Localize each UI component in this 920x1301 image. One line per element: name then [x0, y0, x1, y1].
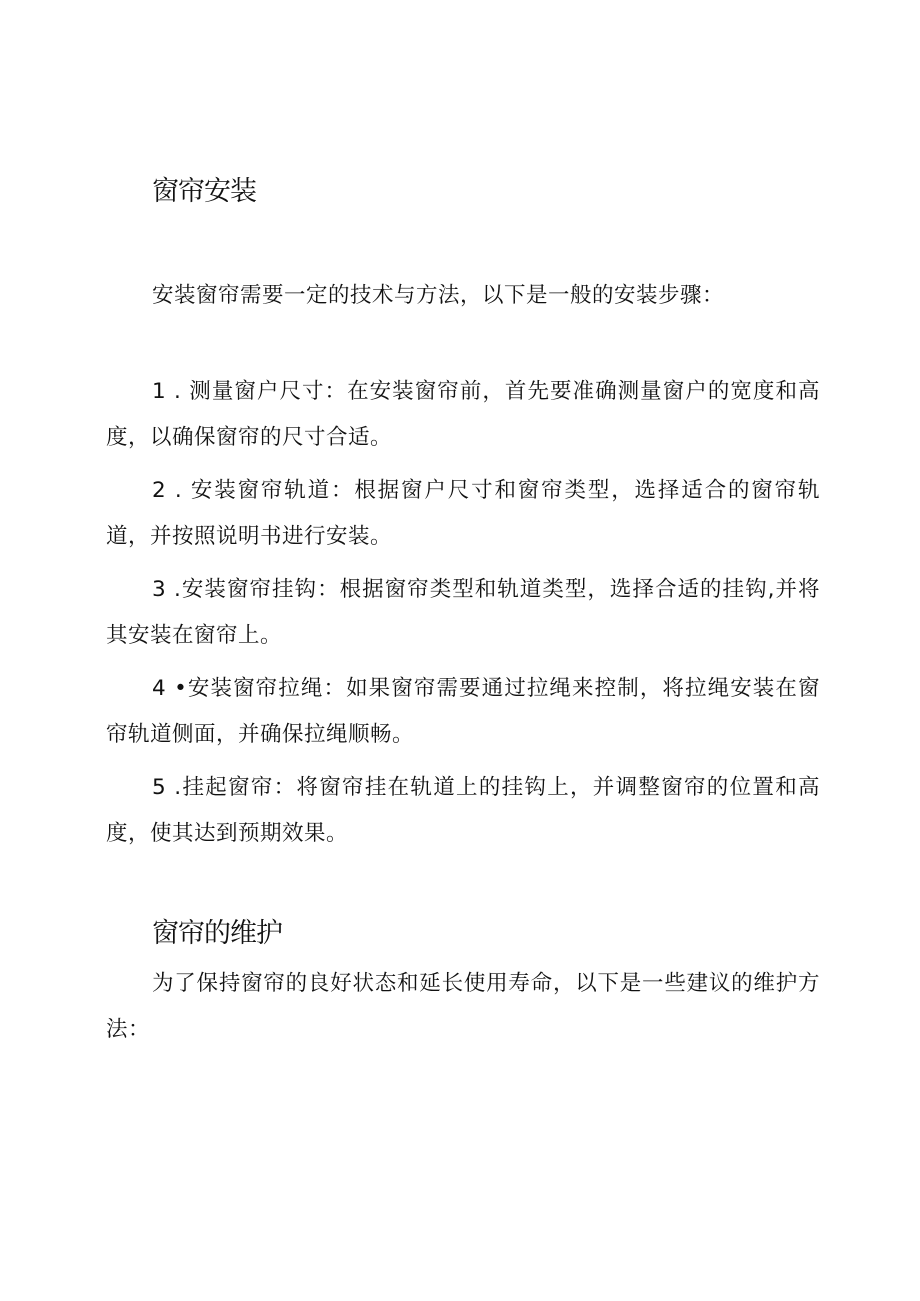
maintenance-intro: 为了保持窗帘的良好状态和延长使用寿命，以下是一些建议的维护方法：: [106, 971, 820, 1042]
section-heading-maintenance: 窗帘的维护: [152, 918, 282, 949]
installation-step-3: 3 .安装窗帘挂钩：根据窗帘类型和轨道类型，选择合适的挂钩,并将其安装在窗帘上。: [106, 577, 820, 648]
installation-step-1: 1 . 测量窗户尺寸：在安装窗帘前，首先要准确测量窗户的宽度和高度，以确保窗帘的尺寸合适。: [106, 379, 820, 450]
installation-intro: 安装窗帘需要一定的技术与方法，以下是一般的安装步骤：: [152, 283, 725, 308]
section-heading-installation: 窗帘安装: [152, 176, 256, 207]
installation-step-5: 5 .挂起窗帘：将窗帘挂在轨道上的挂钩上，并调整窗帘的位置和高度，使其达到预期效果。: [106, 775, 820, 846]
installation-step-4: 4 •安装窗帘拉绳：如果窗帘需要通过拉绳来控制，将拉绳安装在窗帘轨道侧面，并确保拉绳顺畅。: [106, 676, 820, 747]
installation-step-2: 2 . 安装窗帘轨道：根据窗户尺寸和窗帘类型，选择适合的窗帘轨道，并按照说明书进行安装。: [106, 478, 820, 549]
